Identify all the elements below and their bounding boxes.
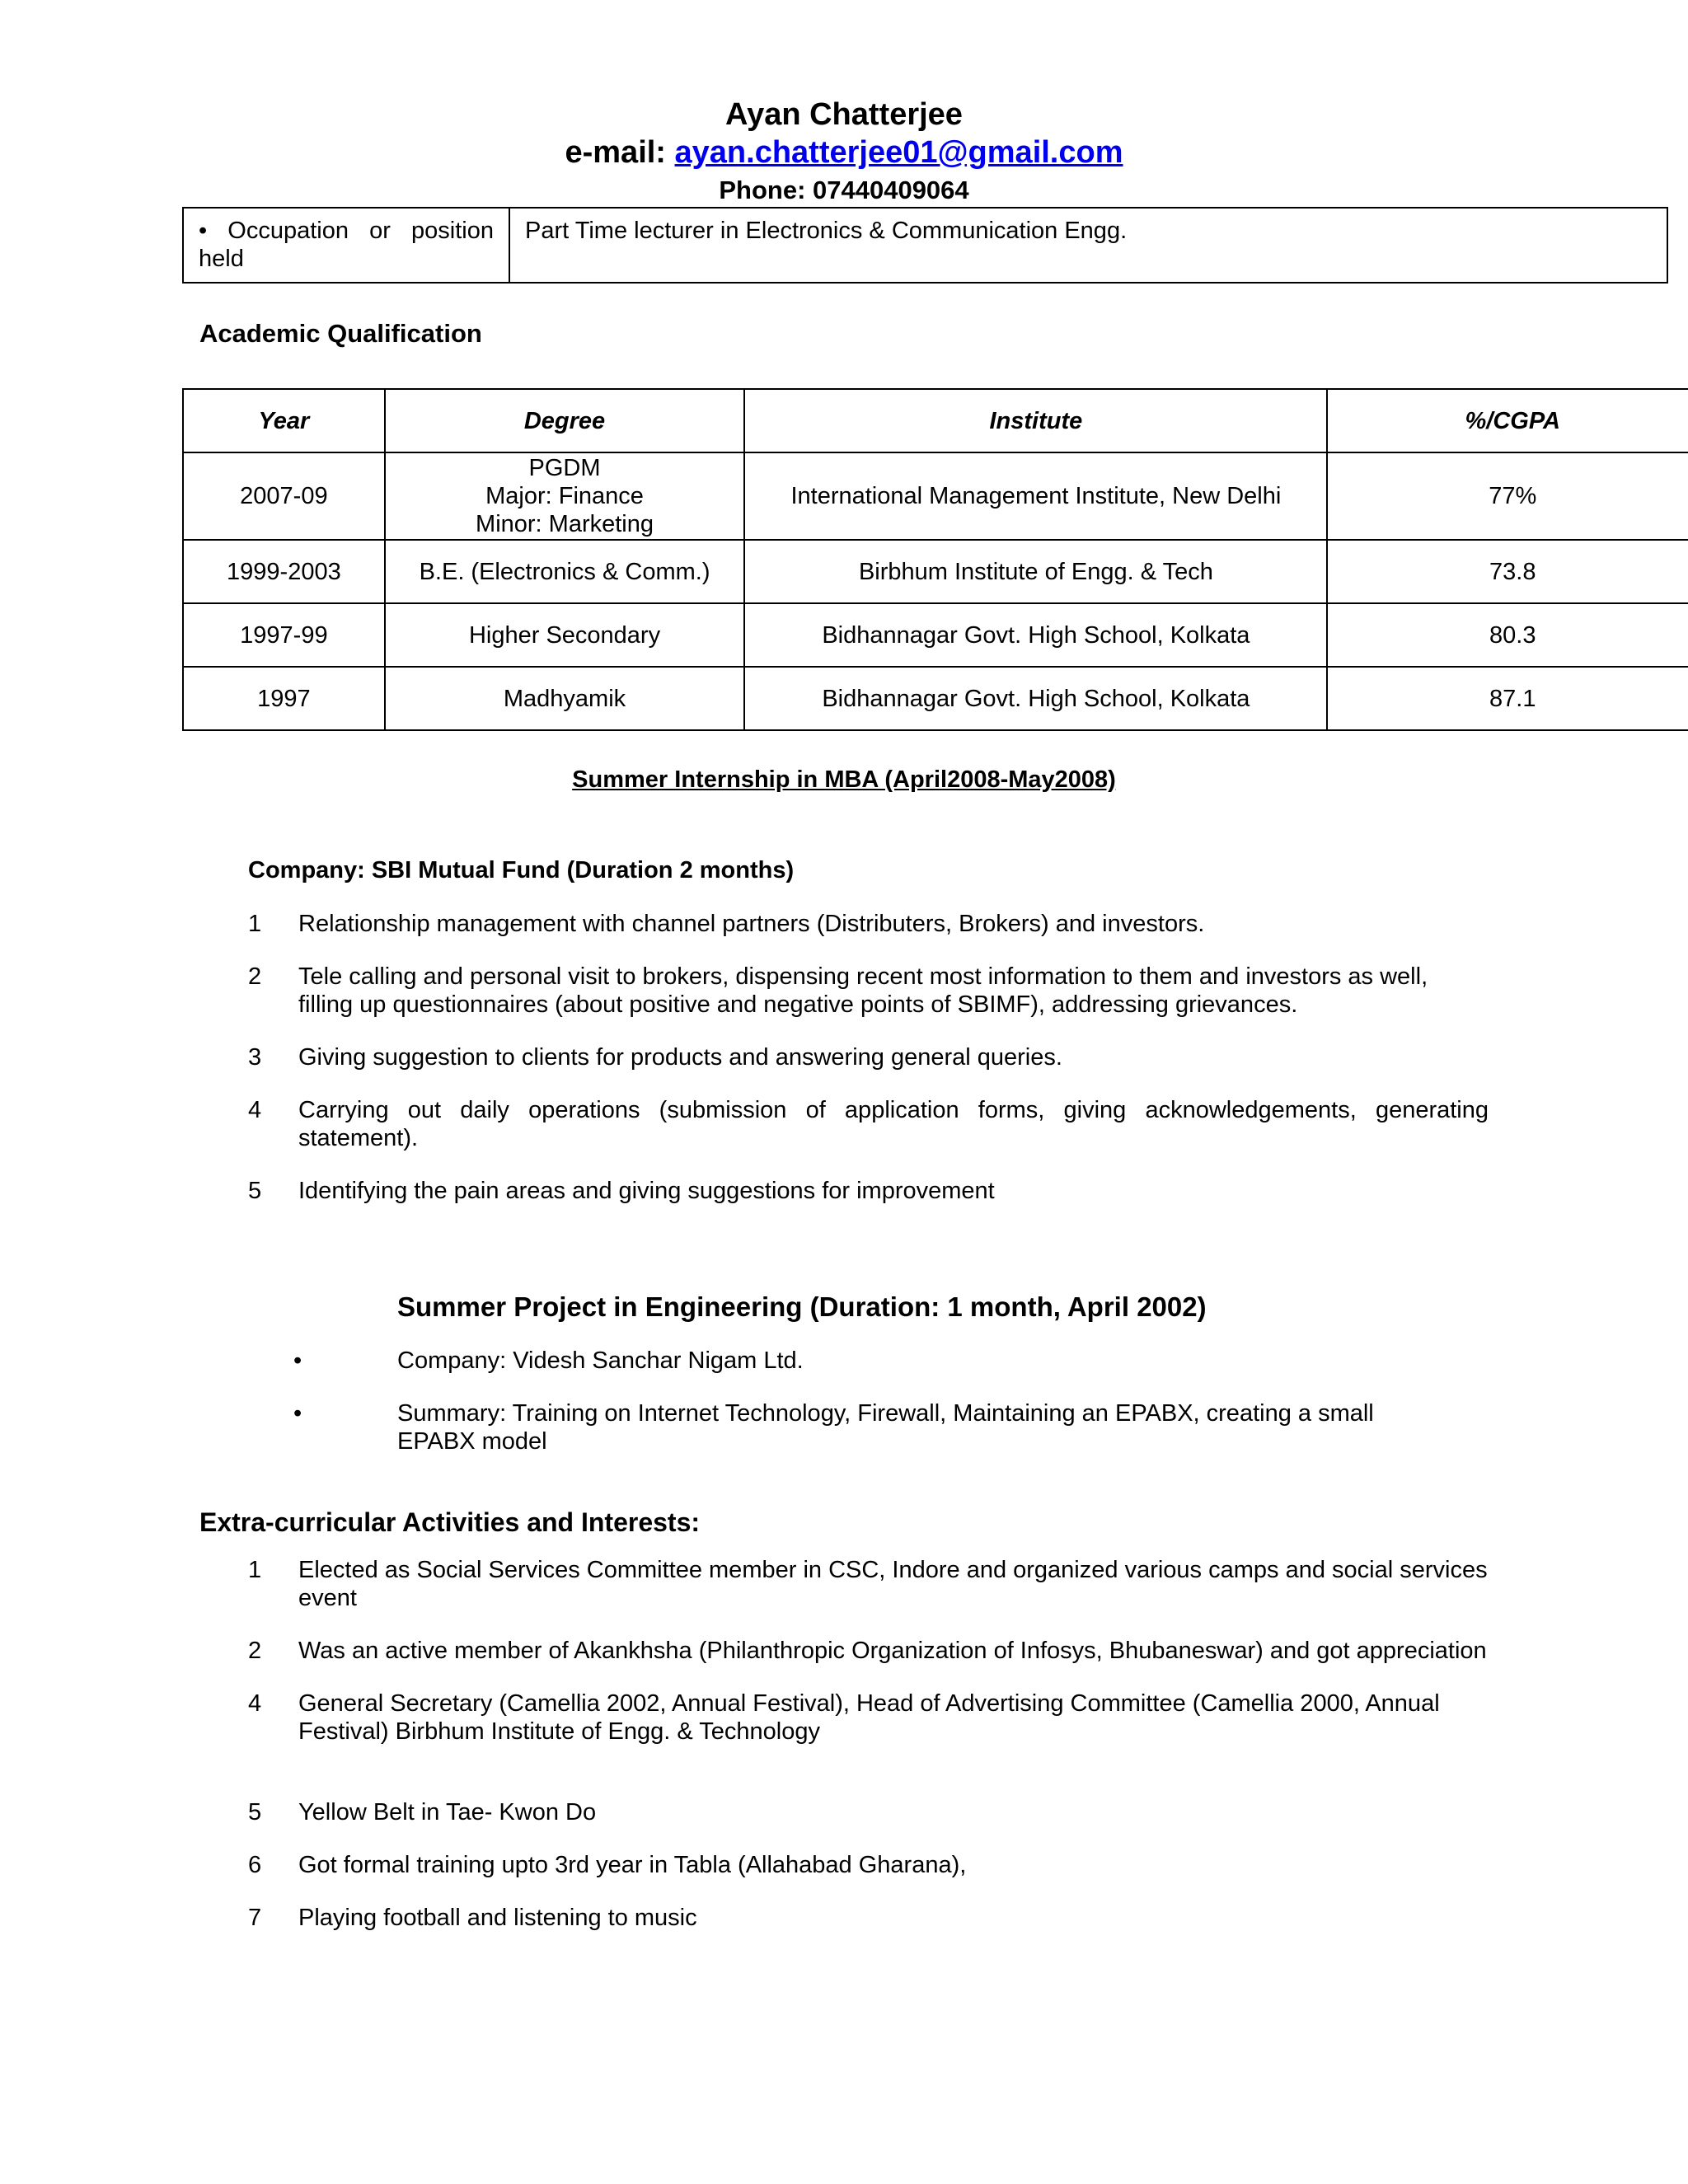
- project-title: Summer Project in Engineering (Duration: 1 month, April 2002): [397, 1291, 1207, 1322]
- list-text: Tele calling and personal visit to brokers, dispensing recent most information to them and investors as well, filling up questionnaires (about positive and negative points of SBIMF), addressing grievances.: [298, 963, 1428, 1018]
- col-header-institute: Institute: [744, 389, 1327, 452]
- academic-table: [182, 388, 1688, 731]
- list-text: Playing football and listening to music: [298, 1905, 697, 1931]
- list-item: [293, 1347, 1431, 1375]
- list-text: Giving suggestion to clients for products and answering general queries.: [298, 1044, 1062, 1071]
- cell-year: 2007-09: [183, 452, 385, 540]
- cell-score: 80.3: [1327, 603, 1688, 667]
- list-number: 4: [248, 1690, 262, 1717]
- email-link[interactable]: ayan.chatterjee01@gmail.com: [674, 135, 1123, 170]
- list-item: [293, 1399, 1431, 1455]
- occupation-label: • Occupation or position held: [183, 208, 509, 283]
- cell-score: 77%: [1327, 452, 1688, 540]
- cell-institute: Bidhannagar Govt. High School, Kolkata: [744, 603, 1327, 667]
- cell-year: 1997-99: [183, 603, 385, 667]
- internship-list: [248, 910, 1489, 1230]
- academic-header-row: [183, 389, 1688, 452]
- table-row: [183, 603, 1688, 667]
- list-item: [248, 910, 1489, 938]
- list-item: [248, 1851, 1489, 1879]
- list-item: [248, 963, 1489, 1019]
- list-number: 2: [248, 963, 262, 990]
- cell-degree: [385, 452, 745, 540]
- cell-institute: Bidhannagar Govt. High School, Kolkata: [744, 667, 1327, 730]
- occupation-table: [182, 207, 1668, 284]
- list-number: 6: [248, 1852, 262, 1878]
- list-item: [248, 1043, 1489, 1071]
- cell-year: 1997: [183, 667, 385, 730]
- col-header-year: Year: [183, 389, 385, 452]
- occupation-value: Part Time lecturer in Electronics & Communication Engg.: [509, 208, 1667, 283]
- list-text: Yellow Belt in Tae- Kwon Do: [298, 1799, 597, 1825]
- list-number: 1: [248, 1557, 262, 1583]
- cell-institute: International Management Institute, New Delhi: [744, 452, 1327, 540]
- cell-degree: Madhyamik: [385, 667, 745, 730]
- list-item: [248, 1798, 1489, 1826]
- list-item: [248, 1690, 1489, 1746]
- table-row: [183, 667, 1688, 730]
- degree-line: Major: Finance: [485, 483, 644, 509]
- list-item: [248, 1556, 1489, 1612]
- list-text: Elected as Social Services Committee member in CSC, Indore and organized various camps and social services event: [298, 1557, 1488, 1611]
- cell-score: 73.8: [1327, 540, 1688, 603]
- list-text: Got formal training upto 3rd year in Tabla (Allahabad Gharana),: [298, 1852, 967, 1878]
- list-item: [248, 1096, 1489, 1152]
- list-number: 4: [248, 1097, 262, 1123]
- list-number: 5: [248, 1178, 262, 1204]
- candidate-name: Ayan Chatterjee: [725, 97, 963, 132]
- table-row: [183, 452, 1688, 540]
- bullet-icon: •: [293, 1347, 302, 1374]
- degree-line: Minor: Marketing: [476, 511, 654, 537]
- list-text: Summary: Training on Internet Technology, Firewall, Maintaining an EPABX, creating a small EPABX model: [397, 1400, 1374, 1455]
- list-item: [248, 1637, 1489, 1665]
- cell-degree: B.E. (Electronics & Comm.): [385, 540, 745, 603]
- phone-line: Phone: 07440409064: [719, 176, 969, 204]
- list-number: 1: [248, 911, 262, 937]
- col-header-degree: Degree: [385, 389, 745, 452]
- cell-year: 1999-2003: [183, 540, 385, 603]
- cell-score: 87.1: [1327, 667, 1688, 730]
- project-list: [293, 1347, 1431, 1480]
- list-text: Carrying out daily operations (submission of application forms, giving acknowledgements, generating statement).: [298, 1097, 1489, 1151]
- list-item: [248, 1177, 1489, 1205]
- degree-line: PGDM: [528, 455, 601, 481]
- cell-institute: Birbhum Institute of Engg. & Tech: [744, 540, 1327, 603]
- extra-list: [248, 1556, 1489, 1957]
- list-text: General Secretary (Camellia 2002, Annual Festival), Head of Advertising Committee (Camellia 2000, Annual Festival) Birbhum Institute of Engg. & Technology: [298, 1690, 1440, 1745]
- list-text: Relationship management with channel partners (Distributers, Brokers) and investors.: [298, 911, 1205, 937]
- list-text: Identifying the pain areas and giving suggestions for improvement: [298, 1178, 995, 1204]
- list-number: 7: [248, 1905, 262, 1931]
- internship-title: Summer Internship in MBA (April2008-May2008): [572, 766, 1116, 793]
- internship-company: Company: SBI Mutual Fund (Duration 2 months): [248, 857, 795, 883]
- list-item: [248, 1904, 1489, 1932]
- extra-title: Extra-curricular Activities and Interests:: [199, 1507, 701, 1537]
- table-row: [183, 540, 1688, 603]
- list-number: 5: [248, 1799, 262, 1825]
- academic-title: Academic Qualification: [199, 319, 482, 348]
- list-text: Company: Videsh Sanchar Nigam Ltd.: [397, 1347, 804, 1374]
- list-number: 3: [248, 1044, 262, 1071]
- email-line: [0, 135, 1688, 171]
- bullet-icon: •: [293, 1400, 302, 1427]
- cell-degree: Higher Secondary: [385, 603, 745, 667]
- list-number: 2: [248, 1638, 262, 1664]
- email-label: e-mail:: [565, 135, 675, 170]
- col-header-score: %/CGPA: [1327, 389, 1688, 452]
- list-text: Was an active member of Akankhsha (Philanthropic Organization of Infosys, Bhubaneswar) and got appreciation: [298, 1638, 1487, 1664]
